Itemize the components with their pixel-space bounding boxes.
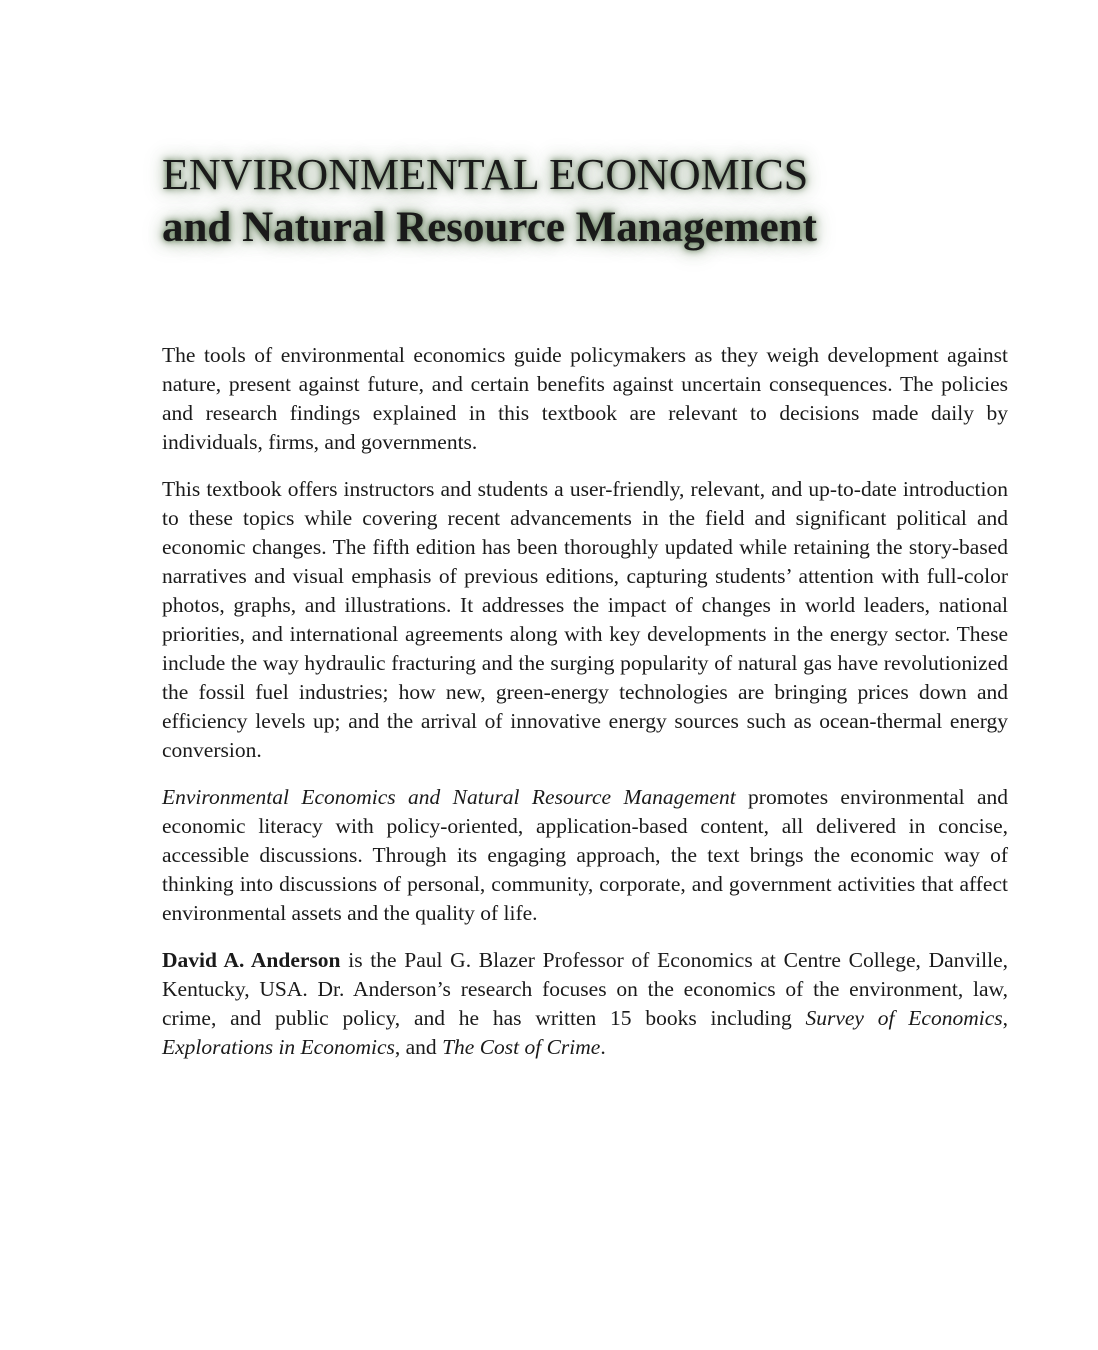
paragraph-summary bbox=[162, 783, 1008, 928]
description-body bbox=[162, 341, 1008, 1080]
summary-text: promotes environmental and economic literacy with policy-oriented, application-based content, all delivered in concise, accessible discussions. Through its engaging approach, the text brings the economic way of thinking into discussions of personal, community, corporate, and government activities that affect environmental assets and the quality of life. bbox=[162, 785, 1008, 925]
separator-2: , and bbox=[394, 1035, 443, 1059]
author-name: David A. Anderson bbox=[162, 948, 341, 972]
separator-1: , bbox=[1002, 1006, 1008, 1030]
book-the-cost-of-crime: The Cost of Crime bbox=[442, 1035, 601, 1059]
author-bio bbox=[162, 946, 1008, 1062]
bio-end: . bbox=[600, 1035, 606, 1059]
title-line-2: and Natural Resource Management bbox=[162, 204, 817, 251]
paragraph-features: This textbook offers instructors and students a user-friendly, relevant, and up-to-date introduction to these topics while covering recent advancements in the field and significant political and economic changes. The fifth edition has been thoroughly updated while retaining the story-based narratives and visual emphasis of previous editions, capturing students’ attention with full-color photos, graphs, and illustrations. It addresses the impact of changes in world leaders, national priorities, and international agreements along with key developments in the energy sector. These include the way hydraulic fracturing and the surging popularity of natural gas have revolutionized the fossil fuel industries; how new, green-energy technologies are bringing prices down and efficiency levels up; and the arrival of innovative energy sources such as ocean-thermal energy conversion. bbox=[162, 477, 1008, 762]
paragraph-intro: The tools of environmental economics guide policymakers as they weigh development against nature, present against future, and certain benefits against uncertain consequences. The policies and research findings explained in this textbook are relevant to decisions made daily by individuals, firms, and governments. bbox=[162, 343, 1008, 454]
title-line-1: ENVIRONMENTAL ECONOMICS bbox=[162, 150, 809, 199]
book-explorations-in-economics: Explorations in Economics bbox=[162, 1035, 395, 1059]
book-survey-of-economics: Survey of Economics bbox=[805, 1006, 1003, 1030]
book-title-italic: Environmental Economics and Natural Resource Management bbox=[162, 785, 736, 809]
author-bio-text: is the Paul G. Blazer Professor of Economics at Centre College, Danville, Kentucky, USA. Dr. Anderson’s research focuses on the economics of the environment, law, crime, and public policy, and he has written 15 books including bbox=[162, 948, 1009, 1030]
book-title bbox=[162, 148, 922, 254]
